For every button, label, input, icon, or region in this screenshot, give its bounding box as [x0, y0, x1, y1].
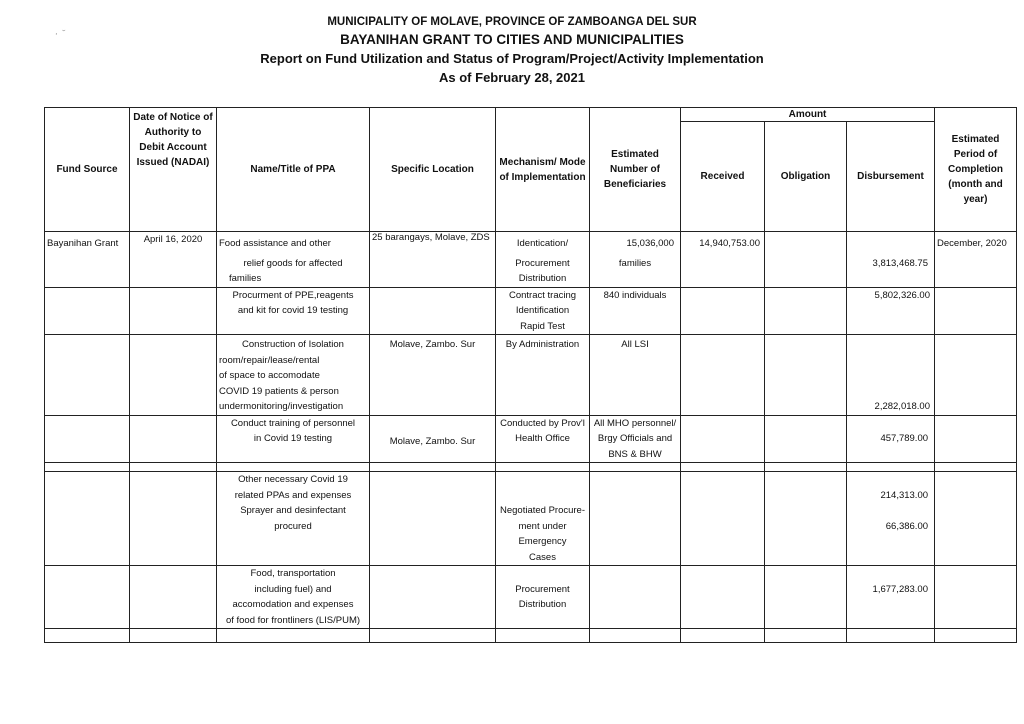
ppa-line: and kit for covid 19 testing [237, 305, 349, 316]
beneficiaries-cell: 840 individuals [590, 287, 681, 335]
col-fund-source: Fund Source [45, 108, 130, 232]
ppa-line: Conduct training of personnel [230, 417, 356, 429]
mechanism-line: Procurement [515, 257, 570, 269]
ppa-line: Sprayer and desinfectant [240, 505, 346, 516]
table-row [45, 232, 1017, 288]
disbursement-cell [847, 566, 935, 629]
mechanism-cell [496, 287, 590, 335]
ppa-line: Food assistance and other [219, 238, 331, 249]
ppa-line: related PPAs and expenses [234, 489, 352, 501]
ppa-cell [217, 472, 370, 566]
table-row [45, 566, 1017, 629]
grant-title: BAYANIHAN GRANT TO CITIES AND MUNICIPALITIES [340, 32, 684, 47]
received-cell: 14,940,753.00 [681, 232, 765, 288]
col-completion: Estimated Period of Completion (month and year) [935, 108, 1017, 232]
ppa-line: Other necessary Covid 19 [238, 474, 348, 485]
pen-mark: · ˘ [55, 30, 66, 40]
mechanism-cell [496, 232, 590, 288]
disbursement-value: 457,789.00 [880, 433, 929, 444]
mechanism-line: Contract tracing [508, 289, 577, 301]
location-cell: Molave, Zambo. Sur [370, 335, 496, 416]
ppa-line: room/repair/lease/rental [219, 354, 320, 366]
ppa-line: Food, transportation [250, 568, 336, 579]
ppa-line: in Covid 19 testing [253, 433, 333, 444]
ppa-line: families [229, 273, 262, 284]
disbursement-value: 214,313.00 [880, 489, 929, 501]
col-amount: Amount [681, 108, 935, 122]
municipality-line: MUNICIPALITY OF MOLAVE, PROVINCE OF ZAMBOANGA DEL SUR [327, 16, 697, 28]
ppa-line: Procurment of PPE,reagents [232, 289, 354, 301]
ppa-cell [217, 232, 370, 288]
col-nadai: Date of Notice of Authority to Debit Account Issued (NADAI) [130, 108, 217, 232]
mechanism-line: Negotiated Procure- [499, 505, 586, 516]
ppa-cell [217, 566, 370, 629]
col-location: Specific Location [370, 108, 496, 232]
ppa-line: undermonitoring/investigation [219, 401, 344, 412]
mechanism-line: Distribution [518, 273, 567, 284]
beneficiaries-line: BNS & BHW [608, 448, 662, 460]
mechanism-line: Health Office [515, 433, 570, 444]
table-row [45, 472, 1017, 566]
mechanism-cell [496, 415, 590, 463]
report-header [0, 14, 1024, 87]
location-cell: 25 barangays, Molave, ZDS [370, 232, 496, 288]
ppa-line: of food for frontliners (LIS/PUM) [225, 614, 361, 626]
ppa-line: of space to accomodate [219, 370, 320, 381]
mechanism-line: Cases [529, 551, 556, 563]
ppa-cell [217, 287, 370, 335]
ppa-cell [217, 335, 370, 416]
disbursement-cell [847, 232, 935, 288]
completion-cell: December, 2020 [935, 232, 1017, 288]
beneficiaries-cell [590, 415, 681, 463]
ppa-cell [217, 415, 370, 463]
location-value: Molave, Zambo. Sur [389, 436, 476, 447]
mechanism-line: Rapid Test [520, 320, 565, 332]
mechanism-line: Conducted by Prov'l [500, 417, 585, 429]
mechanism-line: ment under Emergency [518, 520, 567, 547]
beneficiaries-line: All MHO personnel/ [593, 417, 677, 429]
mechanism-line: Identification [515, 305, 570, 316]
col-mechanism: Mechanism/ Mode of Implementation [496, 108, 590, 232]
disbursement-cell: 5,802,326.00 [847, 287, 935, 335]
disbursement-cell: 2,282,018.00 [847, 335, 935, 416]
nadai-cell: April 16, 2020 [130, 232, 217, 288]
mechanism-cell: By Administration [496, 335, 590, 416]
fund-source-cell: Bayanihan Grant [45, 232, 130, 288]
mechanism-line: Distribution [518, 599, 567, 610]
beneficiaries-line: Brgy Officials and [597, 433, 673, 444]
mechanism-line: Identication/ [516, 238, 569, 249]
mechanism-line: Procurement [515, 583, 570, 595]
disbursement-value: 66,386.00 [885, 520, 929, 532]
disbursement-cell [847, 472, 935, 566]
mechanism-cell [496, 472, 590, 566]
location-cell [370, 415, 496, 463]
report-date: As of February 28, 2021 [439, 70, 585, 85]
beneficiaries-cell: All LSI [590, 335, 681, 416]
col-received: Received [681, 122, 765, 232]
table-row [45, 415, 1017, 463]
fund-utilization-table [44, 107, 1017, 643]
report-title: Report on Fund Utilization and Status of Program/Project/Activity Implementation [260, 51, 764, 66]
ppa-line: accomodation and expenses [232, 599, 354, 610]
table-row [45, 287, 1017, 335]
ppa-line: procured [274, 520, 312, 532]
table-row [45, 335, 1017, 416]
beneficiaries-line: 15,036,000 [626, 238, 674, 249]
col-disbursement: Disbursement [847, 122, 935, 232]
beneficiaries-line: families [618, 257, 652, 269]
col-obligation: Obligation [765, 122, 847, 232]
obligation-cell [765, 232, 847, 288]
mechanism-cell [496, 566, 590, 629]
ppa-line: COVID 19 patients & person [219, 385, 339, 397]
ppa-line: relief goods for affected [243, 257, 343, 269]
disbursement-value: 3,813,468.75 [872, 257, 929, 269]
col-ppa: Name/Title of PPA [217, 108, 370, 232]
col-beneficiaries: Estimated Number of Beneficiaries [590, 108, 681, 232]
ppa-line: Construction of Isolation [242, 339, 344, 350]
beneficiaries-cell [590, 232, 681, 288]
disbursement-value: 1,677,283.00 [872, 583, 929, 595]
ppa-line: including fuel) and [254, 583, 332, 595]
disbursement-cell [847, 415, 935, 463]
